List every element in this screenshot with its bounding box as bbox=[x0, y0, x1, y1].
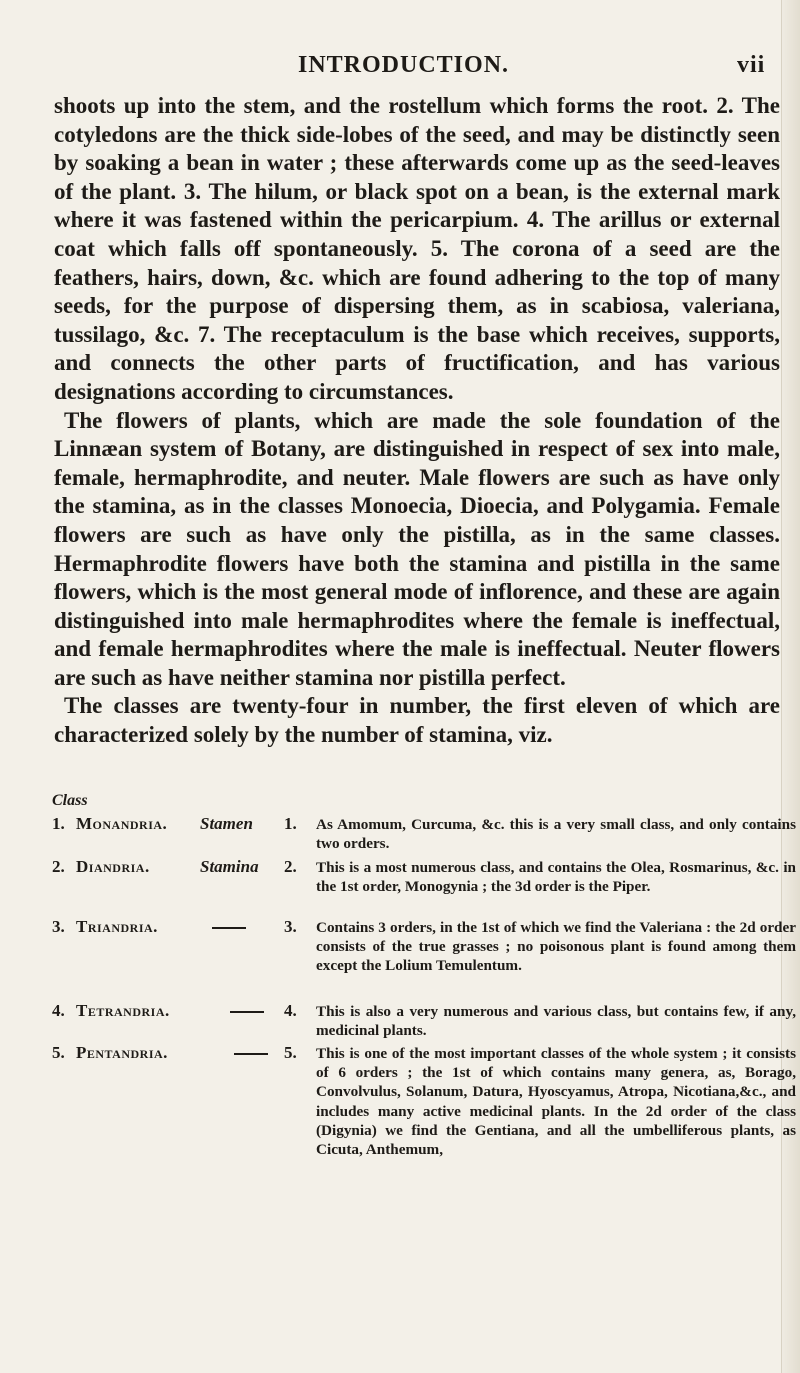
class-column-heading: Class bbox=[52, 792, 88, 809]
class-description: This is also a very numerous and various class, but contains few, if any, medicinal plants. bbox=[316, 1003, 796, 1040]
class-description: This is a most numerous class, and contains the Olea, Rosmarinus, &c. in the 1st order, Monogynia ; the 3d order is the Piper. bbox=[316, 859, 796, 896]
paragraph-classes-intro: The classes are twenty-four in number, the first eleven of which are characterized solely by the number of stamina, viz. bbox=[54, 693, 780, 748]
ditto-dash bbox=[234, 1053, 268, 1055]
stamen-count: 4. bbox=[284, 1001, 297, 1020]
class-number: 5. bbox=[52, 1043, 65, 1062]
class-name: Diandria. bbox=[76, 857, 150, 876]
class-name: Monandria. bbox=[76, 814, 168, 833]
paragraph-seed-parts: shoots up into the stem, and the rostellum which forms the root. 2. The cotyledons are the thick side-lobes of the seed, and may be distinctly seen by soaking a bean in water ; these afterwards come up as the seed-leaves of the plant. 3. The hilum, or black spot on a bean, is the external mark where it was fastened within the pericarpium. 4. The arillus or external coat which falls off spontaneously. 5. The corona of a seed are the feathers, hairs, down, &c. which are found adhering to the top of many seeds, for the purpose of dispersing them, as in scabiosa, valeriana, tussilago, &c. 7. The receptaculum is the base which receives, supports, and connects the other parts of fructification, and has various designations according to circumstances. bbox=[54, 93, 780, 404]
ditto-dash bbox=[230, 1011, 264, 1013]
paragraph-flower-sexes: The flowers of plants, which are made the sole foundation of the Linnæan system of Botany, are distinguished in respect of sex into male, female, hermaphrodite, and neuter. Male flowers are such as have only the stamina, as in the classes Monoecia, Dioecia, and Polygamia. Female flowers are such as have only the pistilla, as in the same classes. Hermaphrodite flowers have both the stamina and pistilla in the same flowers, which is the most general mode of inflorence, and these are again distinguished into male hermaphrodites where the female is ineffectual, and female hermaphrodites where the male is ineffectual. Neuter flowers are such as have neither stamina nor pistilla perfect. bbox=[54, 407, 780, 690]
page-number: vii bbox=[737, 52, 766, 78]
class-number: 3. bbox=[52, 917, 65, 936]
class-name: Triandria. bbox=[76, 917, 158, 936]
ditto-dash bbox=[212, 927, 246, 929]
stamen-count: 5. bbox=[284, 1043, 297, 1062]
page-edge bbox=[781, 0, 800, 1373]
class-description: As Amomum, Curcuma, &c. this is a very small class, and only contains two orders. bbox=[316, 816, 796, 853]
class-number: 1. bbox=[52, 814, 65, 833]
class-name: Tetrandria. bbox=[76, 1001, 170, 1020]
stamen-label: Stamina bbox=[200, 857, 259, 876]
class-name: Pentandria. bbox=[76, 1043, 168, 1062]
class-number: 2. bbox=[52, 857, 65, 876]
stamen-count: 1. bbox=[284, 814, 297, 833]
header-title: INTRODUCTION. bbox=[298, 52, 510, 78]
stamen-label: Stamen bbox=[200, 814, 253, 833]
class-description: This is one of the most important classes of the whole system ; it consists of 6 orders ; the 1st of which contains many genera, as, Borago, Convolvulus, Solanum, Datura, Hyoscyamus, Atropa, Nicotiana,&c., and includes many active medicinal plants. In the 2d order of the class (Digynia) we find the Gentiana, and all the umbelliferous plants, as Cicuta, Anthemum, bbox=[316, 1045, 796, 1159]
class-number: 4. bbox=[52, 1001, 65, 1020]
body-text bbox=[54, 92, 780, 750]
class-description: Contains 3 orders, in the 1st of which we find the Valeriana : the 2d order consists of the true grasses ; no poisonous plant is found among them except the Lolium Temulentum. bbox=[316, 919, 796, 975]
stamen-count: 3. bbox=[284, 917, 297, 936]
stamen-count: 2. bbox=[284, 857, 297, 876]
